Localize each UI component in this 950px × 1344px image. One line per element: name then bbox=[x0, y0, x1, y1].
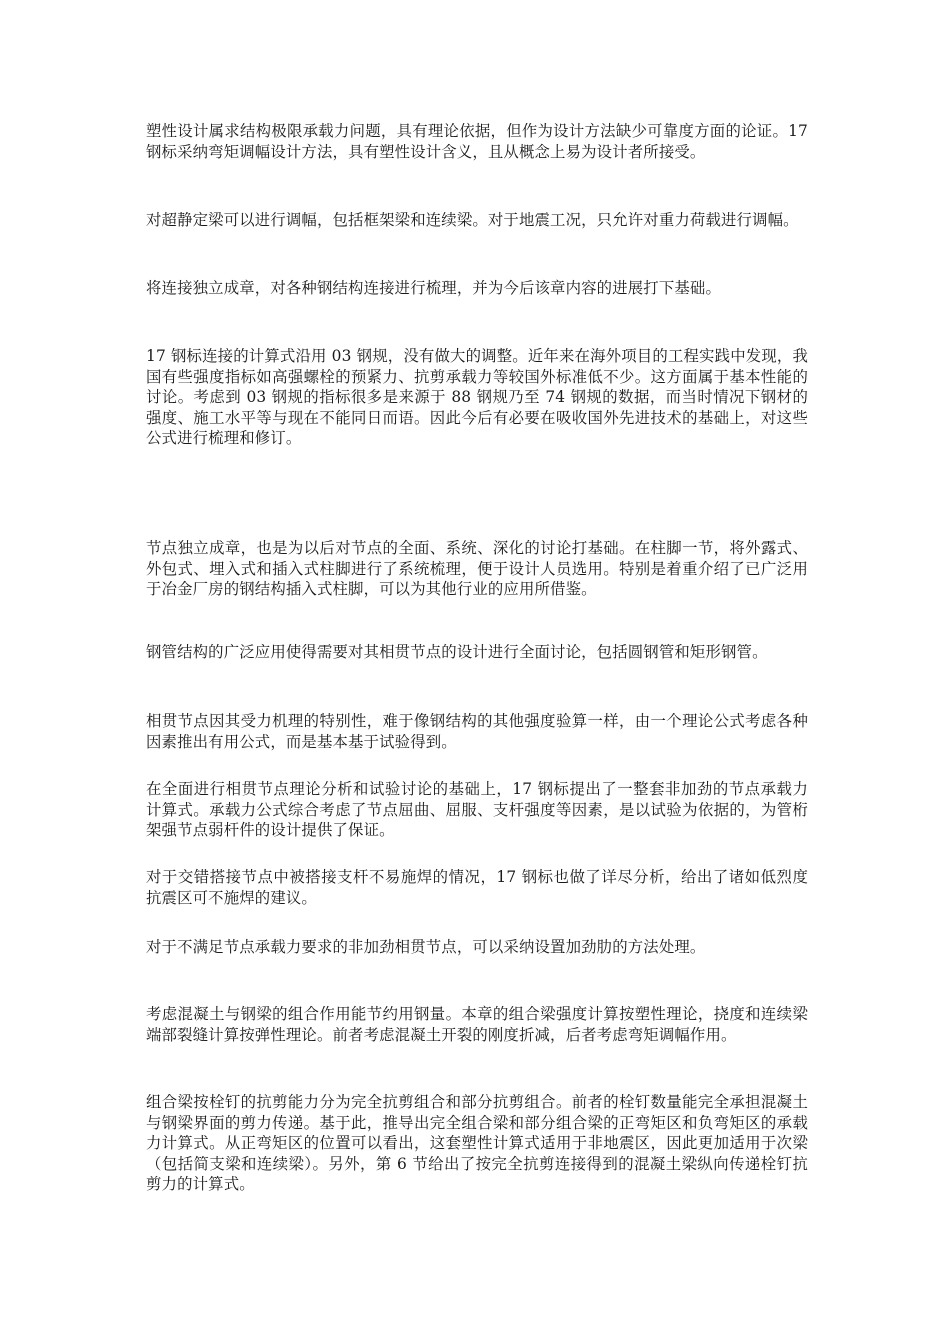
paragraph-tubular-joint-mechanism: 相贯节点因其受力机理的特别性，难于像钢结构的其他强度验算一样，由一个理论公式考虑各种因素推出有用公式，而是基本基于试验得到。 bbox=[146, 712, 808, 751]
paragraph-joint-chapter: 节点独立成章，也是为以后对节点的全面、系统、深化的讨论打基础。在柱脚一节，将外露式、外包式、埋入式和插入式柱脚进行了系统梳理，便于设计人员选用。特别是着重介绍了已广泛用于冶金厂房的钢结构插入式柱脚，可以为其他行业的应用所借鉴。 bbox=[146, 539, 808, 598]
paragraph-overlap-joints: 对于交错搭接节点中被搭接支杆不易施焊的情况，17 钢标也做了详尽分析，给出了诸如低烈度抗震区可不施焊的建议。 bbox=[146, 868, 808, 907]
paragraph-plastic-design: 塑性设计属求结构极限承载力问题，具有理论依据，但作为设计方法缺少可靠度方面的论证。17 钢标采纳弯矩调幅设计方法，具有塑性设计含义，且从概念上易为设计者所接受。 bbox=[146, 122, 808, 161]
paragraph-joint-capacity-formulas: 在全面进行相贯节点理论分析和试验讨论的基础上，17 钢标提出了一整套非加劲的节点承载力计算式。承载力公式综合考虑了节点屈曲、屈服、支杆强度等因素，是以试验为依据的，为管桁架强节点弱杆件的设计提供了保证。 bbox=[146, 780, 808, 839]
paragraph-tube-structures: 钢管结构的广泛应用使得需要对其相贯节点的设计进行全面讨论，包括圆钢管和矩形钢管。 bbox=[146, 643, 768, 661]
paragraph-stiffened-joints: 对于不满足节点承载力要求的非加劲相贯节点，可以采纳设置加劲肋的方法处理。 bbox=[146, 938, 706, 956]
paragraph-shear-connection: 组合梁按栓钉的抗剪能力分为完全抗剪组合和部分抗剪组合。前者的栓钉数量能完全承担混凝土与钢梁界面的剪力传递。基于此，推导出完全组合梁和部分组合梁的正弯矩区和负弯矩区的承载力计算式。从正弯矩区的位置可以看出，这套塑性计算式适用于非地震区，因此更加适用于次梁（包括简支梁和连续梁）。另外，第 6 节给出了按完全抗剪连接得到的混凝土梁纵向传递栓钉抗剪力的计算式。 bbox=[146, 1093, 808, 1193]
paragraph-connection-chapter: 将连接独立成章，对各种钢结构连接进行梳理，并为今后该章内容的进展打下基础。 bbox=[146, 279, 722, 297]
paragraph-connection-formulas: 17 钢标连接的计算式沿用 03 钢规，没有做大的调整。近年来在海外项目的工程实践中发现，我国有些强度指标如高强螺栓的预紧力、抗剪承载力等较国外标准低不少。这方面属于基本性能的讨论。考虑到 03 钢规的指标很多是来源于 88 钢规乃至 74 钢规的数据，而当时情况下钢材的强度、施工水平等与现在不能同日而语。因此今后有必要在吸收国外先进技术的基础上，对这些公式进行梳理和修订。 bbox=[146, 347, 808, 447]
paragraph-composite-beams: 考虑混凝土与钢梁的组合作用能节约用钢量。本章的组合梁强度计算按塑性理论，挠度和连续梁端部裂缝计算按弹性理论。前者考虑混凝土开裂的刚度折减，后者考虑弯矩调幅作用。 bbox=[146, 1005, 808, 1044]
paragraph-moment-redistribution: 对超静定梁可以进行调幅，包括框架梁和连续梁。对于地震工况，只允许对重力荷载进行调幅。 bbox=[146, 211, 799, 229]
